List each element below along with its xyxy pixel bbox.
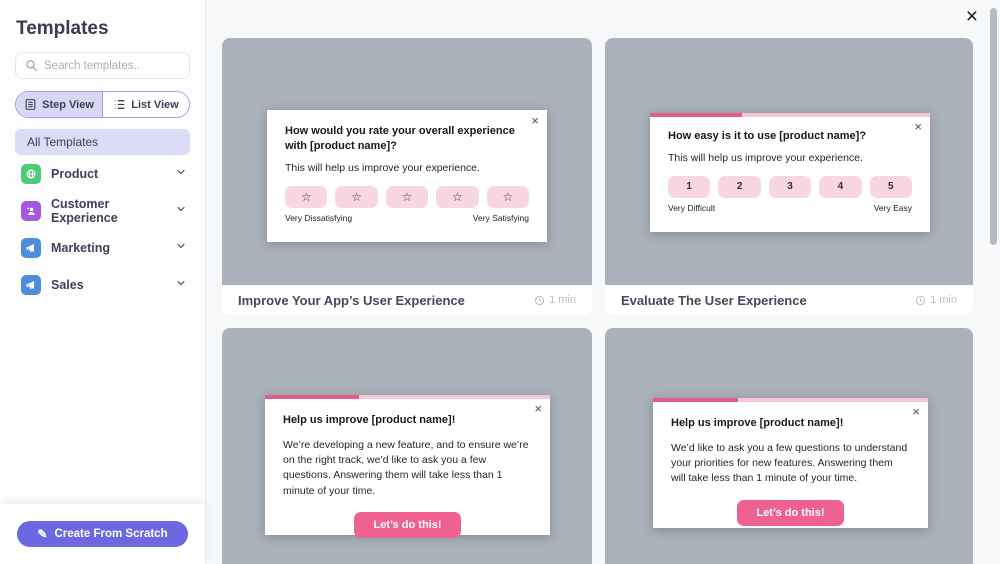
survey-dialog-preview xyxy=(267,110,547,242)
template-name: Improve Your App’s User Experience xyxy=(238,292,465,308)
scale-right-label: Very Satisfying xyxy=(472,212,529,223)
sidebar-item-sales[interactable] xyxy=(0,267,205,303)
survey-dialog-preview xyxy=(265,395,550,535)
step-view-button[interactable] xyxy=(16,92,102,117)
dialog-body: We’re developing a new feature, and to ensure we’re on the right track, we’d like to ask you a few questions. Answering them will take less than 1 minute of your time. xyxy=(283,438,529,497)
rating-options xyxy=(668,176,912,198)
chevron-down-icon[interactable] xyxy=(175,202,187,220)
lets-do-this-button: Let’s do this! xyxy=(737,500,843,526)
progress-bar-fill xyxy=(265,395,359,399)
template-card-footer xyxy=(222,285,592,315)
sidebar-item-label: Marketing xyxy=(51,241,111,255)
scale-left-label: Very Difficult xyxy=(668,202,716,213)
number-option: 2 xyxy=(718,176,760,198)
sidebar-item-label: Product xyxy=(51,167,99,181)
template-card-help-us-improve-2[interactable] xyxy=(605,328,973,564)
progress-bar xyxy=(265,395,550,399)
search-input[interactable] xyxy=(44,60,180,72)
duration-label: 1 min xyxy=(549,294,576,306)
rating-scale-labels xyxy=(285,213,529,223)
star-option: ☆ xyxy=(285,186,327,208)
dialog-body: We’d like to ask you a few questions to understand your priorities for new features. Answering them will take less than 1 minute of your time. xyxy=(671,441,908,485)
list-view-icon xyxy=(113,98,126,111)
template-card-improve-user-experience[interactable] xyxy=(222,38,592,315)
product-icon xyxy=(21,164,41,184)
search-icon xyxy=(25,59,38,72)
template-card-evaluate-user-experience[interactable] xyxy=(605,38,973,315)
number-option: 1 xyxy=(668,176,710,198)
search-box[interactable] xyxy=(15,52,190,79)
dialog-title: Help us improve [product name]! xyxy=(671,417,844,429)
sidebar-item-label: Customer Experience xyxy=(51,197,118,225)
progress-bar-fill xyxy=(653,398,738,402)
dialog-close-icon: × xyxy=(914,119,922,134)
dialog-close-icon: × xyxy=(531,113,539,128)
chevron-down-icon[interactable] xyxy=(175,239,187,257)
template-card-help-us-improve-1[interactable] xyxy=(222,328,592,564)
star-option: ☆ xyxy=(487,186,529,208)
number-option: 5 xyxy=(870,176,912,198)
view-toggle xyxy=(15,91,190,118)
star-option: ☆ xyxy=(335,186,377,208)
progress-bar-fill xyxy=(650,113,742,117)
dialog-subtitle: This will help us improve your experience. xyxy=(285,161,480,174)
star-option: ☆ xyxy=(436,186,478,208)
sidebar xyxy=(0,0,206,564)
list-view-button[interactable] xyxy=(102,92,189,117)
sidebar-item-marketing[interactable] xyxy=(0,230,205,266)
close-icon[interactable]: × xyxy=(965,5,978,28)
template-duration xyxy=(915,294,957,306)
duration-label: 1 min xyxy=(930,294,957,306)
template-preview xyxy=(222,328,592,564)
step-view-icon xyxy=(24,98,37,111)
create-from-scratch-label: Create From Scratch xyxy=(54,528,168,540)
survey-dialog-preview xyxy=(650,113,930,232)
template-card-footer xyxy=(605,285,973,315)
templates-panel xyxy=(206,0,1000,564)
progress-bar xyxy=(653,398,928,402)
template-preview xyxy=(605,328,973,564)
clock-icon xyxy=(915,295,926,306)
survey-dialog-preview xyxy=(653,398,928,528)
rating-scale-labels xyxy=(668,203,912,213)
dialog-close-icon: × xyxy=(534,401,542,416)
sidebar-item-label: Sales xyxy=(51,278,84,292)
all-templates-filter[interactable]: All Templates xyxy=(15,129,190,155)
template-name: Evaluate The User Experience xyxy=(621,292,807,308)
template-preview xyxy=(222,38,592,285)
sidebar-item-product[interactable] xyxy=(0,156,205,192)
template-duration xyxy=(534,294,576,306)
number-option: 4 xyxy=(819,176,861,198)
page-title: Templates xyxy=(16,18,109,39)
lets-do-this-button: Let’s do this! xyxy=(354,512,460,538)
star-option: ☆ xyxy=(386,186,428,208)
dialog-title: Help us improve [product name]! xyxy=(283,414,456,426)
chevron-down-icon[interactable] xyxy=(175,165,187,183)
dialog-title: How easy is it to use [product name]? xyxy=(668,130,867,142)
dialog-title: How would you rate your overall experience with [product name]? xyxy=(285,125,515,152)
sidebar-item-customer-experience[interactable] xyxy=(0,193,205,229)
scale-left-label: Very Dissatisfying xyxy=(285,212,353,223)
list-view-label: List View xyxy=(131,98,179,111)
scrollbar-thumb[interactable] xyxy=(990,8,997,245)
customer-experience-icon xyxy=(21,201,41,221)
scale-right-label: Very Easy xyxy=(873,202,912,213)
pencil-icon: ✎ xyxy=(37,527,48,541)
rating-options xyxy=(285,186,529,208)
create-from-scratch-button[interactable] xyxy=(17,521,187,547)
dialog-close-icon: × xyxy=(912,404,920,419)
dialog-subtitle: This will help us improve your experience. xyxy=(668,151,863,164)
number-option: 3 xyxy=(769,176,811,198)
step-view-label: Step View xyxy=(42,98,94,111)
template-preview xyxy=(605,38,973,285)
progress-bar xyxy=(650,113,930,117)
clock-icon xyxy=(534,295,545,306)
marketing-icon xyxy=(21,238,41,258)
sales-icon xyxy=(21,275,41,295)
sidebar-footer xyxy=(0,504,205,564)
chevron-down-icon[interactable] xyxy=(175,276,187,294)
